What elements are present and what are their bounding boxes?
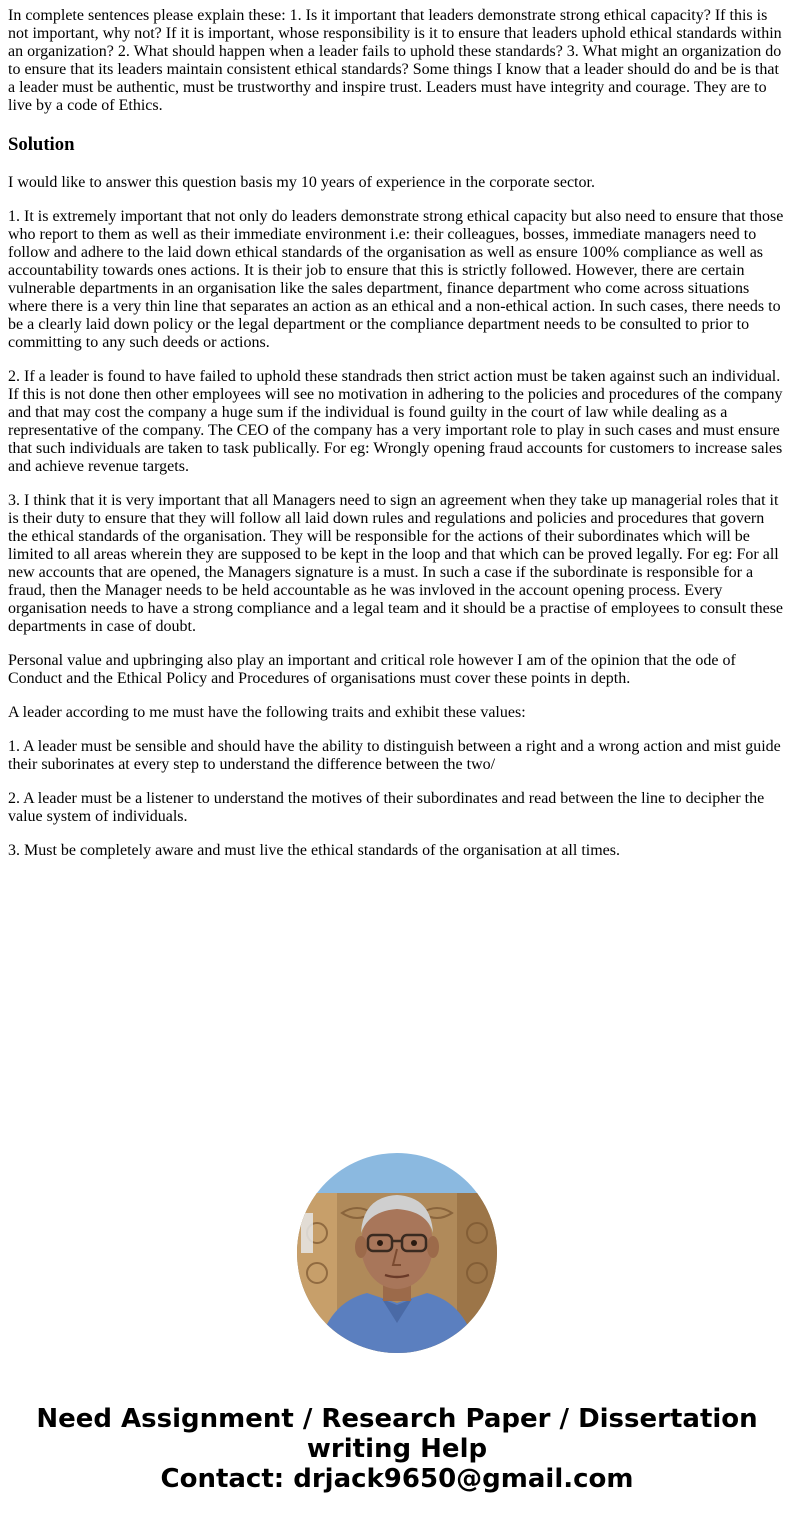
solution-paragraph: I would like to answer this question basis my 10 years of experience in the corporate sector. bbox=[8, 174, 595, 191]
solution-paragraph: 2. A leader must be a listener to understand the motives of their subordinates and read between the line to decipher the value system of individuals. bbox=[8, 790, 765, 825]
promo-line-1: Need Assignment / Research Paper / Dissertation bbox=[36, 1404, 758, 1434]
document-body bbox=[8, 7, 786, 876]
solution-paragraph: 1. A leader must be sensible and should have the ability to distinguish between a right and a wrong action and mist guide their suborinates at every step to understand the difference between the two/ bbox=[8, 738, 781, 773]
promo-contact-line: Contact: drjack9650@gmail.com bbox=[160, 1464, 634, 1494]
solution-paragraph: 1. It is extremely important that not only do leaders demonstrate strong ethical capacity but also need to ensure that those who report to them as well as their immediate environment i.e: their colleagues, bosses, immediate managers need to follow and adhere to the laid down ethical standards of the organisation as well as ensure 100% compliance as well as accountability towards ones actions. It is their job to ensure that this is strictly followed. However, there are certain vulnerable departments in an organisation like the sales department, finance department who come across situations where there is a very thin line that separates an action as an ethical and a non-ethical action. In such cases, there needs to be a clearly laid down policy or the legal department or the compliance department needs to be consulted to prior to committing to any such deeds or actions. bbox=[8, 208, 784, 351]
solution-paragraph: Personal value and upbringing also play an important and critical role however I am of the opinion that the ode of Conduct and the Ethical Policy and Procedures of organisations must cover these points in depth. bbox=[8, 652, 736, 687]
author-avatar bbox=[297, 1153, 497, 1353]
solution-paragraph: 3. Must be completely aware and must live the ethical standards of the organisation at all times. bbox=[8, 842, 620, 859]
question-text: In complete sentences please explain these: 1. Is it important that leaders demonstrate strong ethical capacity? If this is not important, why not? If it is important, whose responsibility is it to ensure that leaders uphold ethical standards within an organization? 2. What should happen when a leader fails to uphold these standards? 3. What might an organization do to ensure that its leaders maintain consistent ethical standards? Some things I know that a leader should do and be is that a leader must be authentic, must be trustworthy and inspire trust. Leaders must have integrity and courage. They are to live by a code of Ethics. bbox=[8, 7, 782, 114]
solution-paragraph: 3. I think that it is very important that all Managers need to sign an agreement when they take up managerial roles that it is their duty to ensure that they will follow all laid down rules and regulations and policies and procedures that govern the ethical standards of the organisation. They will be responsible for the actions of their subordinates which will be limited to all areas wherein they are supposed to be kept in the loop and that which can be proved legally. For eg: For all new accounts that are opened, the Managers signature is a must. In such a case if the subordinate is responsible for a fraud, then the Manager needs to be held accountable as he was invloved in the account opening process. Every organisation needs to have a strong compliance and a legal team and it should be a practise of employees to consult these departments in case of doubt. bbox=[8, 492, 784, 635]
solution-heading: Solution bbox=[8, 134, 75, 155]
solution-paragraph: 2. If a leader is found to have failed to uphold these standrads then strict action must be taken against such an individual. If this is not done then other employees will see no motivation in adhering to the policies and procedures of the company and that may cost the company a huge sum if the individual is found guilty in the court of law while dealing as a representative of the company. The CEO of the company has a very important role to play in such cases and must ensure that such individuals are taken to task publically. For eg: Wrongly opening fraud accounts for customers to increase sales and achieve revenue targets. bbox=[8, 368, 783, 475]
solution-paragraph: A leader according to me must have the following traits and exhibit these values: bbox=[8, 704, 526, 721]
avatar-portrait bbox=[297, 1153, 497, 1353]
promo-banner bbox=[0, 1404, 794, 1494]
promo-line-2: writing Help bbox=[306, 1434, 488, 1464]
